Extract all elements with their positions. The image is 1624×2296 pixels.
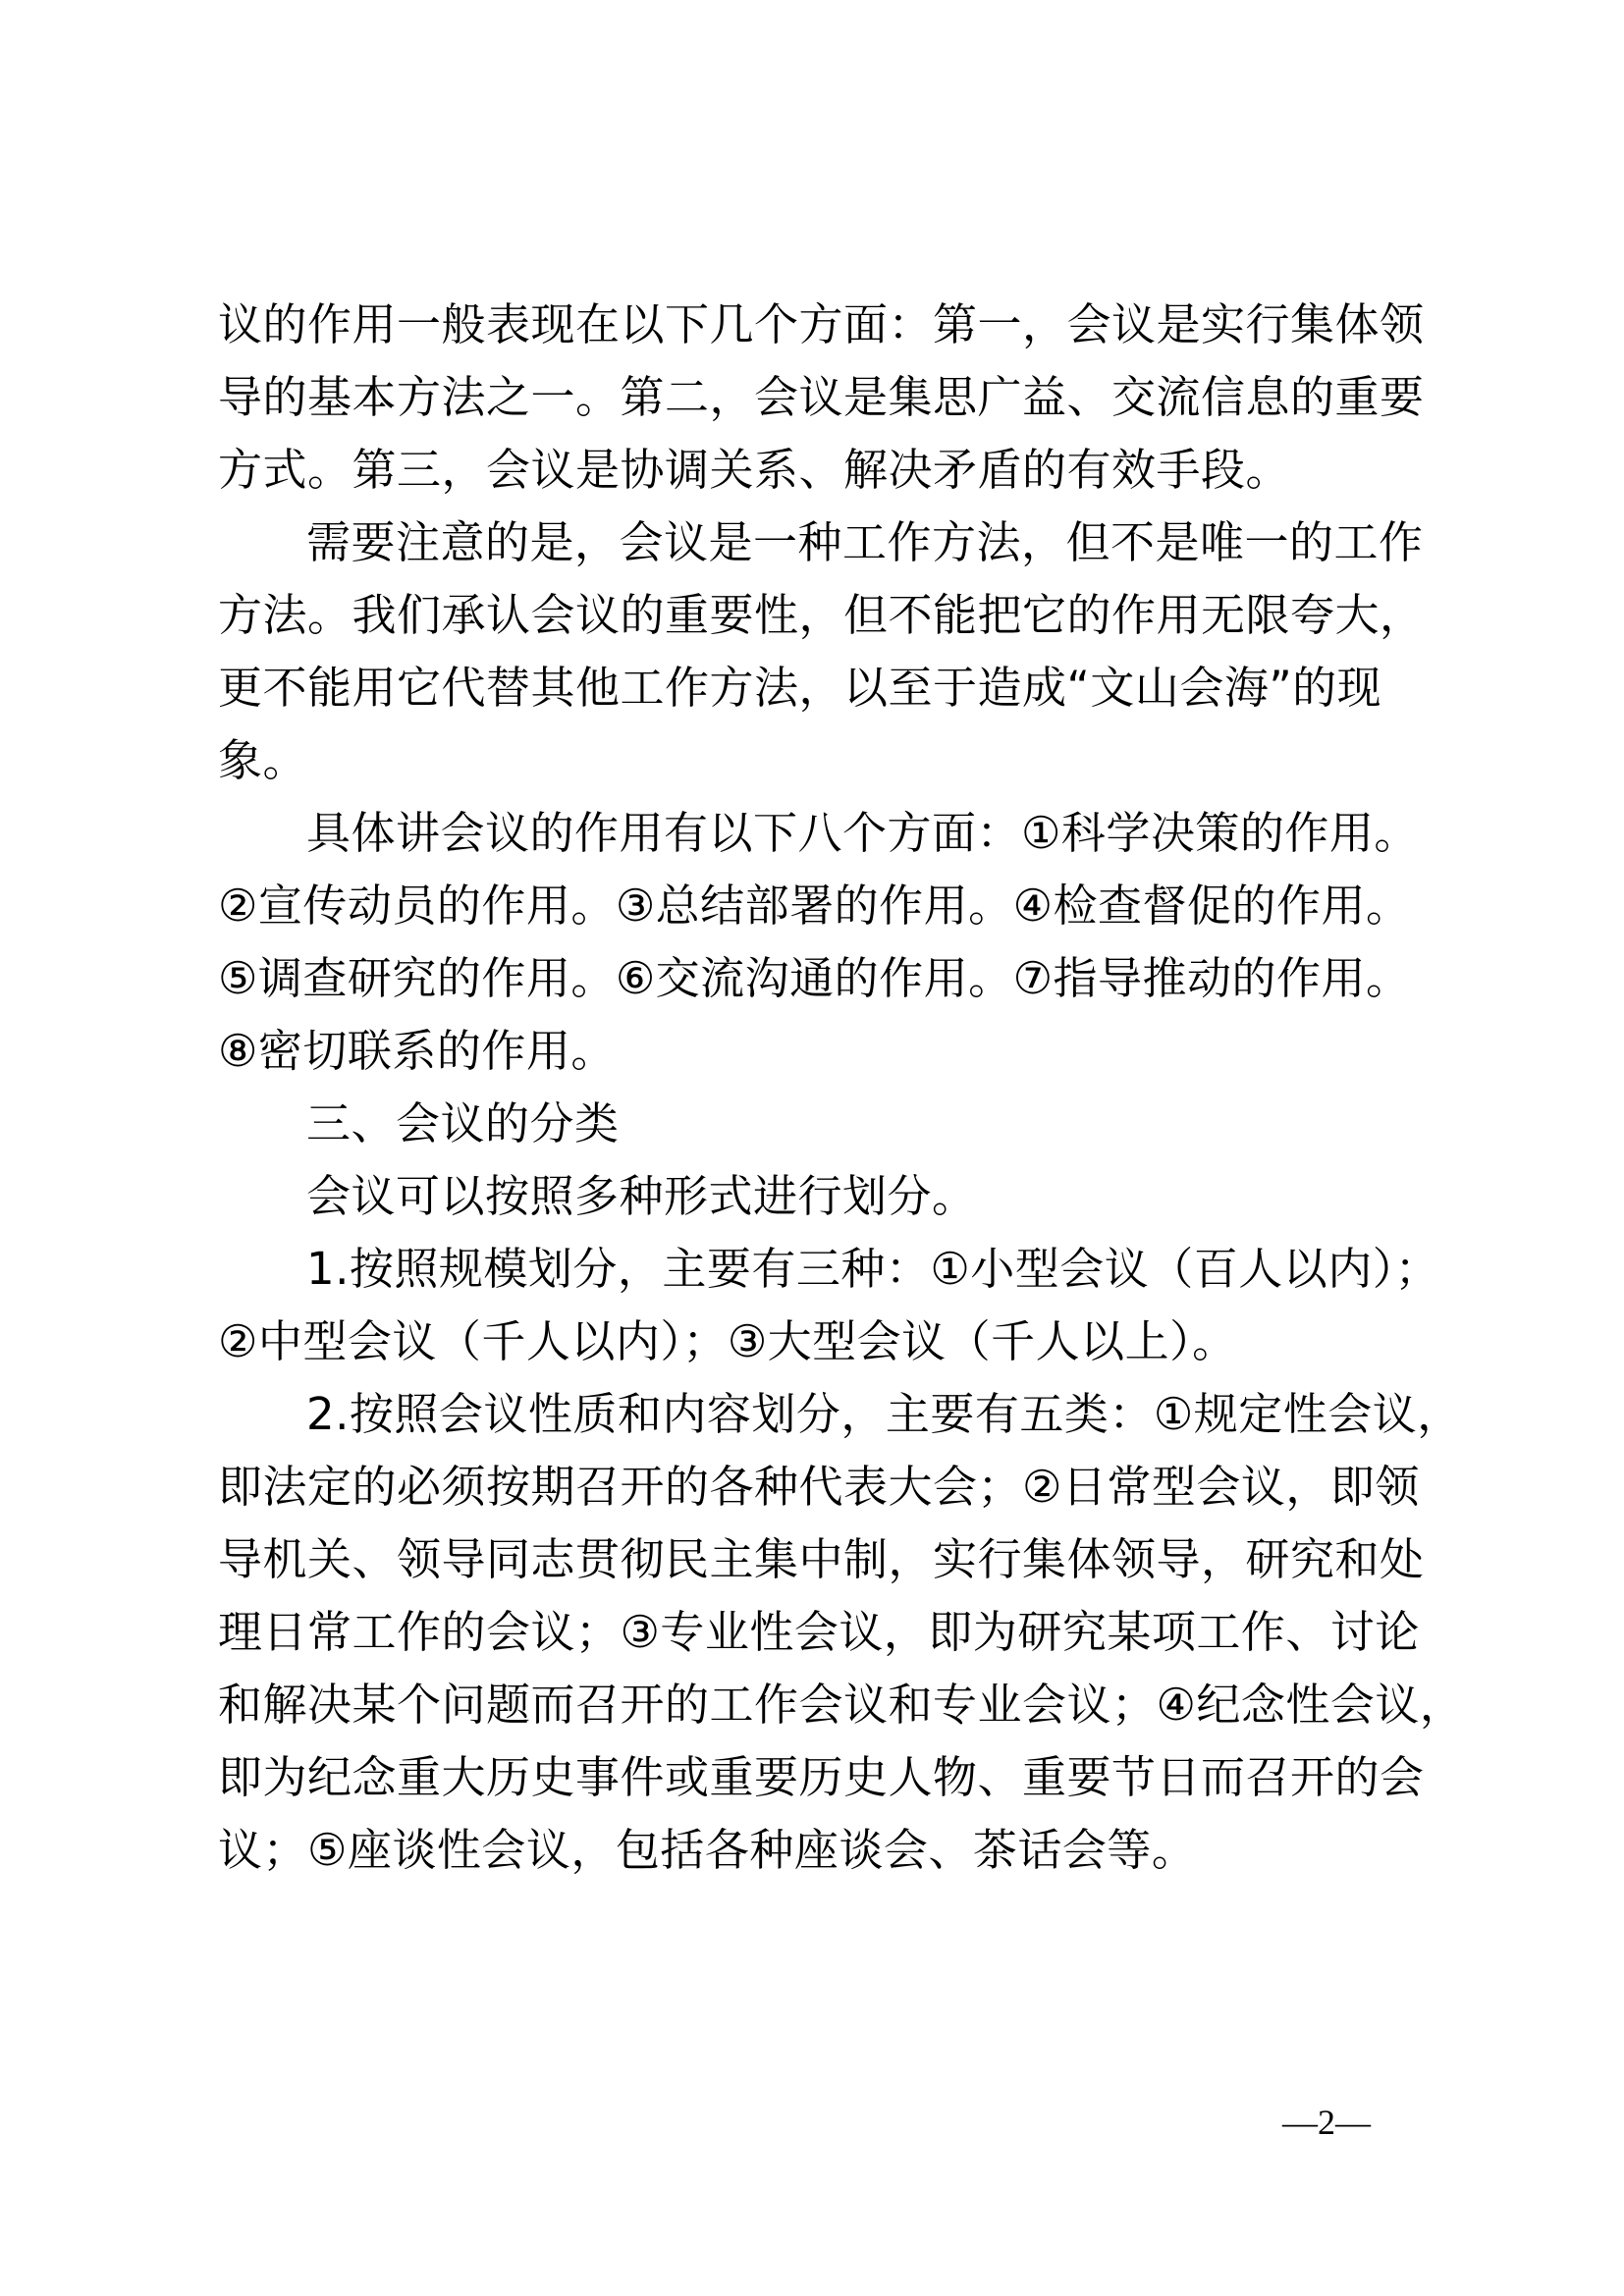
text-line: 1.按照规模划分，主要有三种：①小型会议（百人以内）； [306,1243,1440,1295]
body-text [218,289,1465,1887]
page-number: —2— [1282,2103,1371,2142]
text-line: 导的基本方法之一。第二，会议是集思广益、交流信息的重要 [218,371,1425,423]
text-line: ②宣传动员的作用。③总结部署的作用。④检查督促的作用。 [218,880,1411,932]
text-line: ②中型会议（千人以内）；③大型会议（千人以上）。 [218,1315,1237,1367]
text-line: 2.按照会议性质和内容划分，主要有五类：①规定性会议， [306,1388,1462,1440]
text-line: ⑤调查研究的作用。⑥交流沟通的作用。⑦指导推动的作用。 [218,952,1411,1004]
section-heading: 三、会议的分类 [306,1097,620,1149]
text-line: ⑧密切联系的作用。 [218,1025,616,1077]
text-line: 和解决某个问题而召开的工作会议和专业会议；④纪念性会议， [218,1679,1465,1731]
text-line: 象。 [218,734,308,786]
text-line: 会议可以按照多种形式进行划分。 [306,1170,977,1222]
text-line: 导机关、领导同志贯彻民主集中制，实行集体领导，研究和处 [218,1533,1425,1585]
text-line: 即为纪念重大历史事件或重要历史人物、重要节日而召开的会 [218,1751,1425,1803]
text-line: 方式。第三，会议是协调关系、解决矛盾的有效手段。 [218,444,1291,496]
text-line: 即法定的必须按期召开的各种代表大会；②日常型会议，即领 [218,1461,1420,1513]
text-line: 理日常工作的会议；③专业性会议，即为研究某项工作、讨论 [218,1606,1420,1658]
text-line: 更不能用它代替其他工作方法，以至于造成“文山会海”的现 [218,662,1382,714]
text-line: 具体讲会议的作用有以下八个方面：①科学决策的作用。 [306,807,1419,859]
text-line: 需要注意的是，会议是一种工作方法，但不是唯一的工作 [306,516,1424,568]
text-line: 议；⑤座谈性会议，包括各种座谈会、茶话会等。 [218,1824,1197,1876]
text-line: 议的作用一般表现在以下几个方面：第一，会议是实行集体领 [218,298,1425,350]
text-line: 方法。我们承认会议的重要性，但不能把它的作用无限夸大， [218,589,1425,641]
